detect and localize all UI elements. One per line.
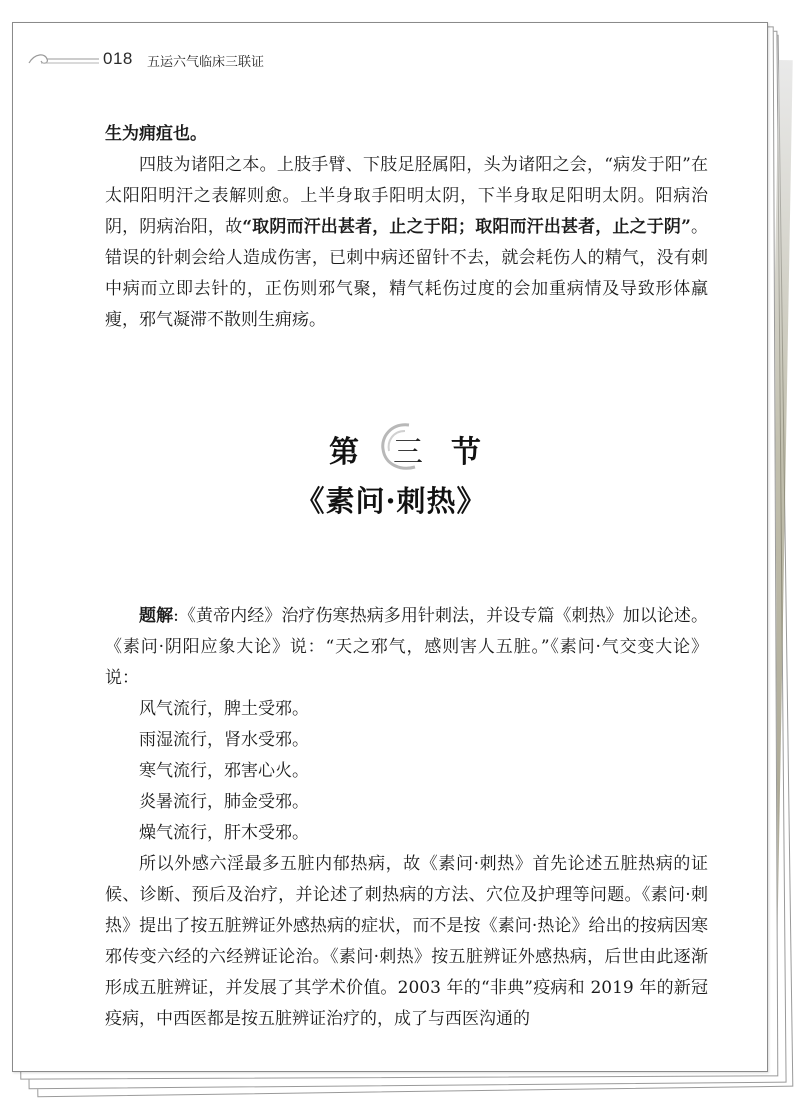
- verse-line: 风气流行，脾土受邪。: [139, 699, 309, 719]
- intro-paragraph: [105, 150, 708, 336]
- verse-line: 燥气流行，肝木受邪。: [139, 823, 309, 843]
- intro-text: [105, 119, 708, 336]
- intro-quote-bold: “取阴而汗出甚者，止之于阳；取阳而汗出甚者，止之于阴”: [242, 217, 691, 237]
- page-number: 018: [103, 49, 133, 68]
- section-word-di: 第: [329, 435, 359, 470]
- cloud-ornament-icon: [27, 51, 99, 67]
- intro-closing-line: 生为痈疽也。: [105, 124, 207, 144]
- section-word-jie: 节: [451, 435, 481, 470]
- section-number: 三: [393, 435, 423, 470]
- main-paragraph-2: 所以外感六淫最多五脏内郁热病，故《素问·刺热》首先论述五脏热病的证候、诊断、预后及治疗，并论述了刺热病的方法、穴位及护理等问题。《素问·刺热》提出了按五脏辨证外感热病的症状，而不是按《素问·热论》给出的按病因寒邪传变六经的六经辨证论治。《素问·刺热》按五脏辨证外感热病，后世由此逐渐形成五脏辨证，并发展了其学术价值。2003 年的“非典”疫病和 2019 年的新冠疫病，中西医都是按五脏辨证治疗的，成了与西医沟通的: [105, 854, 708, 1029]
- page-header: [13, 47, 769, 73]
- intro-paragraph-text: 四肢为诸阳之本。上肢手臂、下肢足胫属阳，头为诸阳之会，“病发于阳”在太阳阳明汗之表解则愈。上半身取手阳明太阴，下半身取足阳明太阴。阳病治阴，阴病治阳，故: [105, 155, 708, 237]
- topic-label: 题解: [139, 606, 174, 626]
- section-number-line: [13, 423, 769, 473]
- verse-line: 寒气流行，邪害心火。: [139, 761, 309, 781]
- section-subtitle: 《素问·刺热》: [295, 484, 487, 518]
- main-paragraph-1: [105, 601, 708, 694]
- section-heading: [13, 423, 769, 518]
- intro-paragraph-text-end: 。错误的针刺会给人造成伤害，已刺中病还留针不去，就会耗伤人的精气，没有刺中病而立即去针的，正伤则邪气聚，精气耗伤过度的会加重病情及导致形体羸瘦，邪气凝滞不散则生痈疡。: [105, 217, 709, 330]
- section-number-badge: [379, 421, 431, 473]
- main-text: [105, 601, 708, 1035]
- book-page: [12, 22, 768, 1072]
- verse-line: 雨湿流行，肾水受邪。: [139, 730, 309, 750]
- running-title: 五运六气临床三联证: [147, 55, 265, 70]
- verse-line: 炎暑流行，肺金受邪。: [139, 792, 309, 812]
- main-paragraph-1-text: :《黄帝内经》治疗伤寒热病多用针刺法，并设专篇《刺热》加以论述。《素问·阴阳应象大论》说：“天之邪气，感则害人五脏。”《素问·气交变大论》说：: [105, 606, 708, 688]
